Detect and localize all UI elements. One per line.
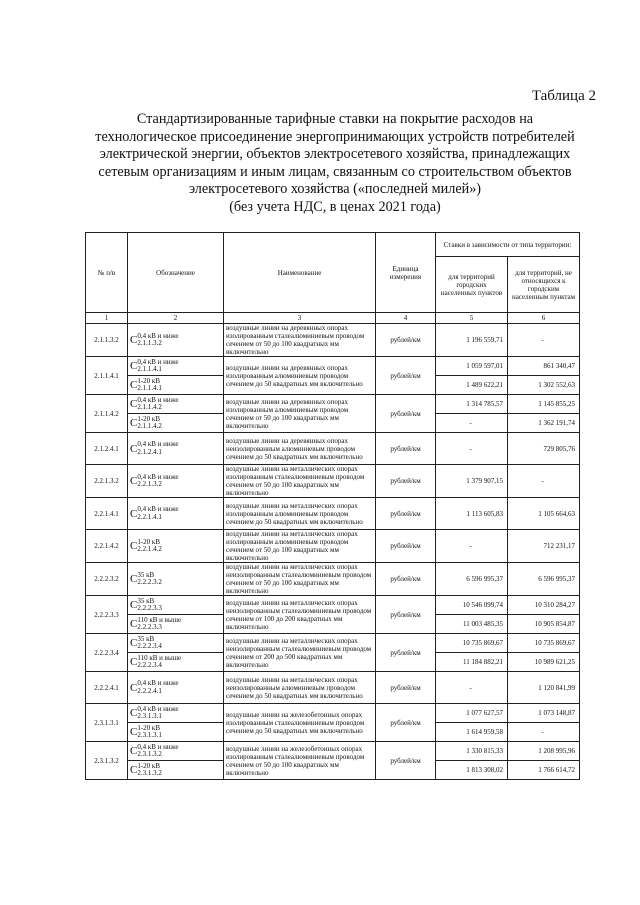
row-designation [128,634,224,653]
row-unit: рублей/км [376,563,436,596]
table-row [86,742,580,761]
table-row [86,465,580,498]
rate-rural: 712 231,17 [508,530,580,563]
index-cell: 1 [86,313,128,324]
rate-rural: 1 208 995,96 [508,742,580,761]
designation-code: 2.3.1.3.1 [137,731,162,739]
designation-voltage: 0,4 кВ и ниже [137,440,179,448]
document-title [70,111,600,216]
designation-voltage: 1-20 кВ [137,414,160,423]
rate-urban: 1 379 907,15 [436,465,508,498]
row-name: воздушные линии на металлических опорах изолированным алюминиевым проводом сечением от 50 до 100 квадратных мм включительно [224,530,376,563]
rate-urban: 10 546 099,74 [436,596,508,615]
designation-code: 2.2.2.3.4 [137,642,162,650]
row-unit: рублей/км [376,324,436,357]
header-rural: для территорий, не относящихся к городским населенным пунктам [508,257,580,313]
row-number: 2.2.2.4.1 [86,672,128,704]
table-row [86,634,580,653]
row-number: 2.2.1.3.2 [86,465,128,498]
rate-urban: 11 003 485,35 [436,615,508,634]
designation-letter: C [130,745,138,757]
row-number: 2.2.2.3.2 [86,563,128,596]
header-rates-group: Ставки в зависимости от типа территории: [436,233,580,257]
designation-voltage: 0,4 кВ и ниже [137,505,179,513]
row-designation [128,723,224,742]
table-row [86,357,580,376]
rate-rural: 861 340,47 [508,357,580,376]
designation-letter: C [130,360,138,372]
designation-voltage: 0,4 кВ и ниже [137,331,179,340]
rate-rural: 10 905 854,87 [508,615,580,634]
designation-voltage: 0,4 кВ и ниже [137,742,179,751]
row-designation [128,498,224,530]
rate-urban: 1 059 597,01 [436,357,508,376]
designation-voltage: 1-20 кВ [137,537,160,546]
designation-code: 2.2.2.3.4 [137,661,162,669]
rate-rural: 1 302 552,63 [508,376,580,395]
table-row [86,596,580,615]
row-unit: рублей/км [376,395,436,433]
designation-voltage: 0,4 кВ и ниже [137,704,179,713]
row-number: 2.1.2.4.1 [86,433,128,465]
designation-voltage: 35 кВ [137,634,155,643]
rate-rural: 6 596 995,37 [508,563,580,596]
designation-code: 2.1.1.4.2 [137,403,162,411]
row-name: воздушные линии на деревянных опорах неизолированным алюминиевым проводом сечением до 50 квадратных мм включительно [224,433,376,465]
designation-letter: C [130,599,138,611]
header-urban: для территорий городских населенных пунктов [436,257,508,313]
designation-voltage: 0,4 кВ и ниже [137,357,179,366]
designation-letter: C [130,637,138,649]
header-designation: Обозначение [128,233,224,313]
row-unit: рублей/км [376,704,436,742]
rate-urban: 1 330 815,33 [436,742,508,761]
row-number: 2.3.1.3.1 [86,704,128,742]
rate-urban: - [436,414,508,433]
index-cell: 5 [436,313,508,324]
designation-code: 2.2.1.3.2 [137,480,162,488]
designation-voltage: 110 кВ и выше [137,615,182,624]
row-name: воздушные линии на железобетонных опорах изолированным сталеалюминиевым проводом сечением до 50 квадратных мм включительно [224,704,376,742]
index-cell: 4 [376,313,436,324]
row-name: воздушные линии на металлических опорах неизолированным сталеалюминиевым проводом сечением от 100 до 200 квадратных мм включительно [224,596,376,634]
table-row [86,672,580,704]
header-unit: Единица измерения [376,233,436,313]
row-designation [128,465,224,498]
designation-letter: C [130,656,138,668]
rate-rural: - [508,465,580,498]
rate-urban: 1 489 622,21 [436,376,508,395]
designation-letter: C [130,573,138,585]
designation-voltage: 35 кВ [137,570,155,579]
designation-voltage: 0,4 кВ и ниже [137,395,179,404]
designation-letter: C [130,618,138,630]
row-designation [128,376,224,395]
row-designation [128,324,224,357]
row-designation [128,414,224,433]
table-row [86,530,580,563]
rate-rural: 1 120 841,99 [508,672,580,704]
row-designation [128,653,224,672]
row-name: воздушные линии на деревянных опорах изолированным алюминиевым проводом сечением от 50 до 100 квадратных мм включительно [224,395,376,433]
rate-urban: 1 314 785,57 [436,395,508,414]
rate-rural: - [508,723,580,742]
rate-rural: 729 805,76 [508,433,580,465]
designation-code: 2.2.2.3.2 [137,578,162,586]
title-line: Стандартизированные тарифные ставки на покрытие расходов на [136,111,534,127]
row-number: 2.1.1.3.2 [86,324,128,357]
designation-voltage: 110 кВ и выше [137,653,182,662]
designation-letter: C [130,475,138,487]
row-designation [128,357,224,376]
row-designation [128,742,224,761]
row-designation [128,530,224,563]
designation-code: 2.1.2.4.1 [137,447,162,456]
row-name: воздушные линии на деревянных опорах изолированным алюминиевым проводом сечением до 50 квадратных мм включительно [224,357,376,395]
row-designation [128,596,224,615]
designation-code: 2.1.1.4.1 [137,384,162,392]
title-line: сетевым организациям и иным лицам, связанным со строительством объектов [98,163,572,180]
designation-code: 2.2.2.4.1 [137,686,162,695]
designation-code: 2.2.2.3.3 [137,623,162,631]
rate-urban: 10 735 869,67 [436,634,508,653]
table-body [86,324,580,780]
designation-code: 2.1.1.4.2 [137,422,162,430]
row-designation [128,395,224,414]
row-unit: рублей/км [376,498,436,530]
row-unit: рублей/км [376,742,436,780]
row-number: 2.1.1.4.1 [86,357,128,395]
designation-voltage: 1-20 кВ [137,376,160,385]
designation-code: 2.3.1.3.2 [137,750,162,758]
row-name: воздушные линии на металлических опорах изолированным сталеалюминиевым проводом сечением от 50 до 100 квадратных мм включительно [224,465,376,498]
rate-urban: 6 596 995,37 [436,563,508,596]
designation-voltage: 1-20 кВ [137,761,160,770]
row-designation [128,563,224,596]
rate-urban: 1 113 605,83 [436,498,508,530]
row-unit: рублей/км [376,465,436,498]
rate-rural: - [508,324,580,357]
index-cell: 2 [128,313,224,324]
designation-letter: C [130,398,138,410]
row-unit: рублей/км [376,634,436,672]
title-line: технологическое присоединение энергопринимающих устройств потребителей [95,128,575,145]
table-label: Таблица 2 [531,88,596,104]
designation-letter: C [130,417,138,429]
row-designation [128,761,224,780]
row-number: 2.2.2.3.4 [86,634,128,672]
row-name: воздушные линии на деревянных опорах изолированным сталеалюминиевым проводом сечением от 50 до 100 квадратных мм включительно [224,324,376,357]
designation-code: 2.2.2.3.3 [137,604,162,612]
designation-code: 2.3.1.3.2 [137,769,162,777]
row-unit: рублей/км [376,357,436,395]
row-number: 2.2.1.4.2 [86,530,128,563]
row-designation [128,672,224,704]
row-number: 2.2.2.3.3 [86,596,128,634]
index-cell: 6 [508,313,580,324]
table-row [86,563,580,596]
rate-rural: 10 735 869,67 [508,634,580,653]
row-unit: рублей/км [376,433,436,465]
designation-letter: C [130,507,138,520]
rate-rural: 10 310 284,27 [508,596,580,615]
index-cell: 3 [224,313,376,324]
title-line: электросетевого хозяйства («последней милей») [188,181,482,197]
designation-code: 2.2.1.4.2 [137,545,162,553]
title-line: электрической энергии, объектов электросетевого хозяйства, принадлежащих [99,146,571,162]
designation-letter: C [130,726,138,738]
row-number: 2.3.1.3.2 [86,742,128,780]
rate-rural: 1 145 855,25 [508,395,580,414]
designation-voltage: 0,4 кВ и ниже [137,472,179,481]
row-designation [128,704,224,723]
header-num: № п/в [86,233,128,313]
rate-rural: 1 105 664,63 [508,498,580,530]
row-unit: рублей/км [376,596,436,634]
designation-letter: C [130,334,138,346]
rate-rural: 1 766 614,72 [508,761,580,780]
designation-letter: C [130,681,138,694]
rate-urban: 1 614 959,58 [436,723,508,742]
rate-urban: 1 196 559,71 [436,324,508,357]
designation-code: 2.3.1.3.1 [137,712,162,720]
designation-code: 2.1.1.3.2 [137,339,162,347]
designation-voltage: 0,4 кВ и ниже [137,679,179,687]
row-unit: рублей/км [376,672,436,704]
rate-urban: 11 184 882,21 [436,653,508,672]
row-number: 2.2.1.4.1 [86,498,128,530]
rate-urban: 1 077 627,57 [436,704,508,723]
title-line: (без учета НДС, в ценах 2021 года) [229,198,441,215]
table-row [86,704,580,723]
rate-urban: - [436,433,508,465]
designation-voltage: 35 кВ [137,596,155,605]
rate-urban: - [436,530,508,563]
table-row [86,433,580,465]
row-name: воздушные линии на металлических опорах изолированным алюминиевым проводом сечением до 50 квадратных мм включительно [224,498,376,530]
row-name: воздушные линии на железобетонных опорах изолированным сталеалюминиевым проводом сечением от 50 до 100 квадратных мм включительно [224,742,376,780]
designation-letter: C [130,707,138,719]
rate-rural: 10 989 621,25 [508,653,580,672]
table-row [86,498,580,530]
row-name: воздушные линии на металлических опорах неизолированным алюминиевым проводом сечением до 50 квадратных мм включительно [224,672,376,704]
designation-letter: C [130,442,138,455]
header-name: Наименование [224,233,376,313]
rate-urban: 1 813 308,02 [436,761,508,780]
rate-urban: - [436,672,508,704]
row-number: 2.1.1.4.2 [86,395,128,433]
row-designation [128,615,224,634]
designation-voltage: 1-20 кВ [137,723,160,732]
tariff-table [85,232,580,780]
designation-letter: C [130,379,138,391]
row-name: воздушные линии на металлических опорах неизолированным сталеалюминиевым проводом сечением от 200 до 500 квадратных мм включительно [224,634,376,672]
table-row [86,395,580,414]
designation-letter: C [130,540,138,552]
designation-letter: C [130,764,138,776]
designation-code: 2.2.1.4.1 [137,512,162,521]
row-unit: рублей/км [376,530,436,563]
table-row [86,324,580,357]
rate-rural: 1 362 191,74 [508,414,580,433]
row-designation [128,433,224,465]
rate-rural: 1 073 148,87 [508,704,580,723]
designation-code: 2.1.1.4.1 [137,365,162,373]
row-name: воздушные линии на металлических опорах неизолированным сталеалюминиевым проводом сечением от 50 до 100 квадратных мм включительно [224,563,376,596]
